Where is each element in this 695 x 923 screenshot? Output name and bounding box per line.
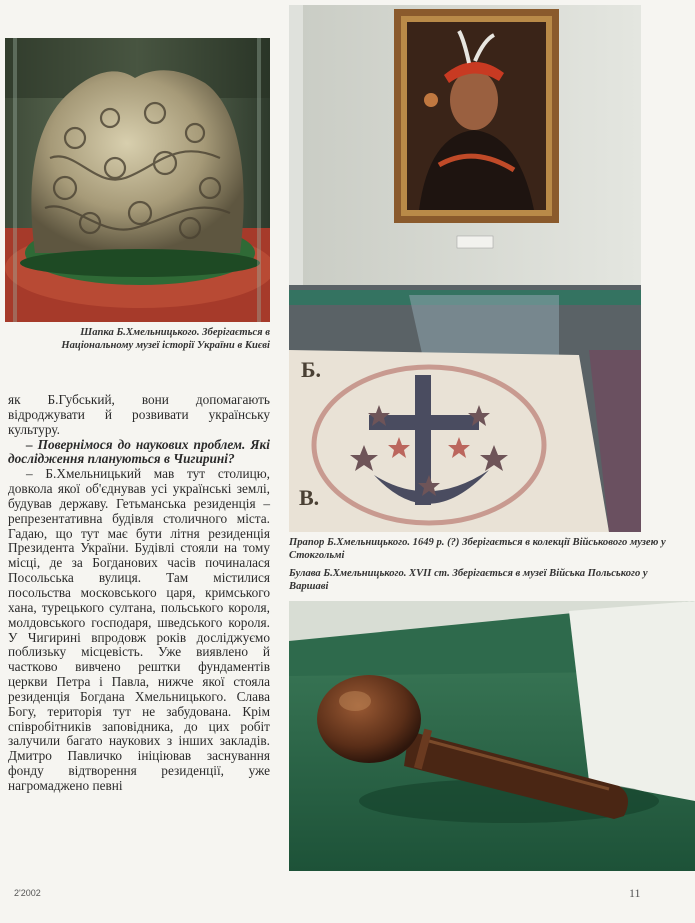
issue-label: 2'2002: [14, 888, 41, 898]
mace-photo: [289, 601, 695, 871]
hat-photo: [5, 38, 270, 322]
flag-letter-top: Б.: [301, 357, 322, 382]
article-body: [8, 393, 270, 794]
interview-question: – Повернімося до наукових проблем. Які дослідження плануються в Чигирині?: [8, 436, 270, 467]
flag-caption: Прапор Б.Хмельницького. 1649 р. (?) Зберігається в колекції Військового музею у Стокгольмі: [289, 537, 666, 561]
flag-photo: [289, 5, 641, 532]
page-number: 11: [629, 886, 641, 900]
mace-caption: Булава Б.Хмельницького. XVII ст. Зберігається в музеї Війська Польського у Варшаві: [289, 568, 648, 592]
article-intro: як Б.Губський, вони допомагають відроджувати й розвивати українську культуру.: [8, 392, 270, 437]
hat-caption: Шапка Б.Хмельницького. Зберігається в Національному музеї історії України в Києві: [61, 327, 270, 351]
interview-answer: – Б.Хмельницький мав тут столицю, довкола якої об'єднував усі українські землі, будував державу. Гетьманська резиденція – репрезентативна будівля столичного міста. Гадаю, що тут має бути літня резиденція Президента України. Будівлі стояли на тому місці, де за Богданових часів починалася Посольська вулиця. Там містилися посольства московського царя, кримського хана, турецького султана, польського короля, молдовського господаря, шведського короля. У Чигирині впродовж років досліджуємо поблизьку місцевість. Уже виявлено й частково вивчено рештки фундаментів церкви Петра і Павла, нижче якої стояла резиденція Богдана Хмельницького. Слава Богу, територія тут не забудована. Крім співробітників заповідника, до цих робіт залучили багато наукових з інших закладів. Дмитро Павличко ініціював заснування фонду відтворення резиденції, уже нагромаджено певні: [8, 466, 270, 793]
flag-letter-bottom: В.: [299, 485, 320, 510]
